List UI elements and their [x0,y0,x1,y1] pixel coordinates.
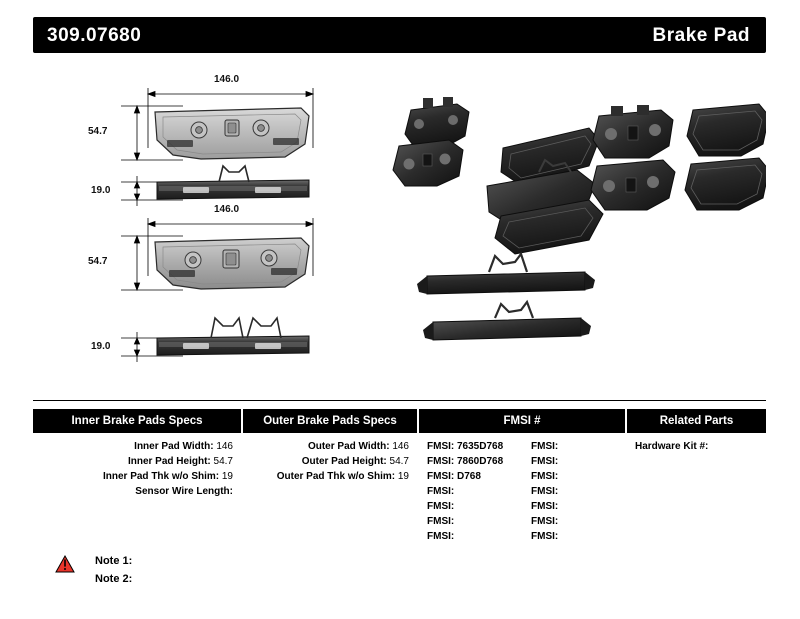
fmsi-left-4: FMSI: [427,486,455,497]
fmsi-title: FMSI # [419,409,625,433]
table-row [419,499,625,514]
notes-section [55,552,355,588]
outer-pad-thk-value: 19 [397,471,409,482]
fmsi-right-1: FMSI: [531,441,559,452]
drawing-area [33,60,766,395]
section-divider [33,400,766,401]
outer-pad-width-value: 146 [392,441,409,452]
inner-pad-width-dim: 146.0 [214,74,240,85]
fmsi-left-7: FMSI: [427,531,455,542]
outer-pad-width-label: Outer Pad Width: [307,441,390,452]
inner-pad-height-value: 54.7 [213,456,233,467]
fmsi-right-2: FMSI: [531,456,559,467]
part-number: 309.07680 [47,25,142,46]
fmsi-left-6: FMSI: [427,516,455,527]
outer-specs-title: Outer Brake Pads Specs [243,409,417,433]
fmsi-right-4: FMSI: [531,486,559,497]
note-2: Note 2: [95,573,133,585]
inner-pad-thk-value: 19 [221,471,233,482]
product-type: Brake Pad [652,25,750,46]
pad-quad-views [591,104,766,210]
fmsi-right-5: FMSI: [531,501,559,512]
outer-pad-width-dim: 146.0 [214,204,240,215]
inner-pad-thk-label: Inner Pad Thk w/o Shim: [102,471,220,482]
related-parts-title: Related Parts [627,409,766,433]
pad-photo-cluster [393,97,603,254]
outer-specs-table [243,409,417,484]
pad-edge-views [417,254,595,340]
table-row [419,514,625,529]
fmsi-right-3: FMSI: [531,471,559,482]
table-row [33,439,241,454]
fmsi-left-2: FMSI: 7860D768 [427,456,504,467]
table-row [33,484,241,499]
sensor-wire-length-label: Sensor Wire Length: [135,486,233,497]
warning-icon [55,555,75,573]
table-row [243,439,417,454]
fmsi-left-1: FMSI: 7635D768 [427,441,504,452]
fmsi-table [419,409,625,544]
table-row [419,529,625,544]
inner-pad-width-label: Inner Pad Width: [134,441,214,452]
related-parts-table [627,409,766,454]
fmsi-right-6: FMSI: [531,516,559,527]
table-row [33,469,241,484]
outer-pad-height-value: 54.7 [389,456,409,467]
inner-specs-table [33,409,241,499]
fmsi-right-7: FMSI: [531,531,559,542]
inner-pad-thickness-dim: 19.0 [91,185,111,196]
table-row [419,484,625,499]
fmsi-left-3: FMSI: D768 [427,471,481,482]
inner-specs-title: Inner Brake Pads Specs [33,409,241,433]
table-row [243,454,417,469]
note-1: Note 1: [95,555,133,567]
outer-pad-thk-label: Outer Pad Thk w/o Shim: [276,471,396,482]
table-row [419,439,625,454]
inner-pad-height-dim: 54.7 [88,126,108,137]
fmsi-left-5: FMSI: [427,501,455,512]
table-row [33,454,241,469]
table-row [243,469,417,484]
table-row [419,454,625,469]
outer-pad-thickness-dim: 19.0 [91,341,111,352]
header-bar [33,17,766,53]
table-row [419,469,625,484]
inner-pad-width-value: 146 [216,441,233,452]
technical-drawing [33,60,766,395]
inner-pad-height-label: Inner Pad Height: [127,456,211,467]
hardware-kit-label: Hardware Kit #: [635,441,709,452]
outer-pad-height-dim: 54.7 [88,256,108,267]
outer-pad-height-label: Outer Pad Height: [301,456,387,467]
